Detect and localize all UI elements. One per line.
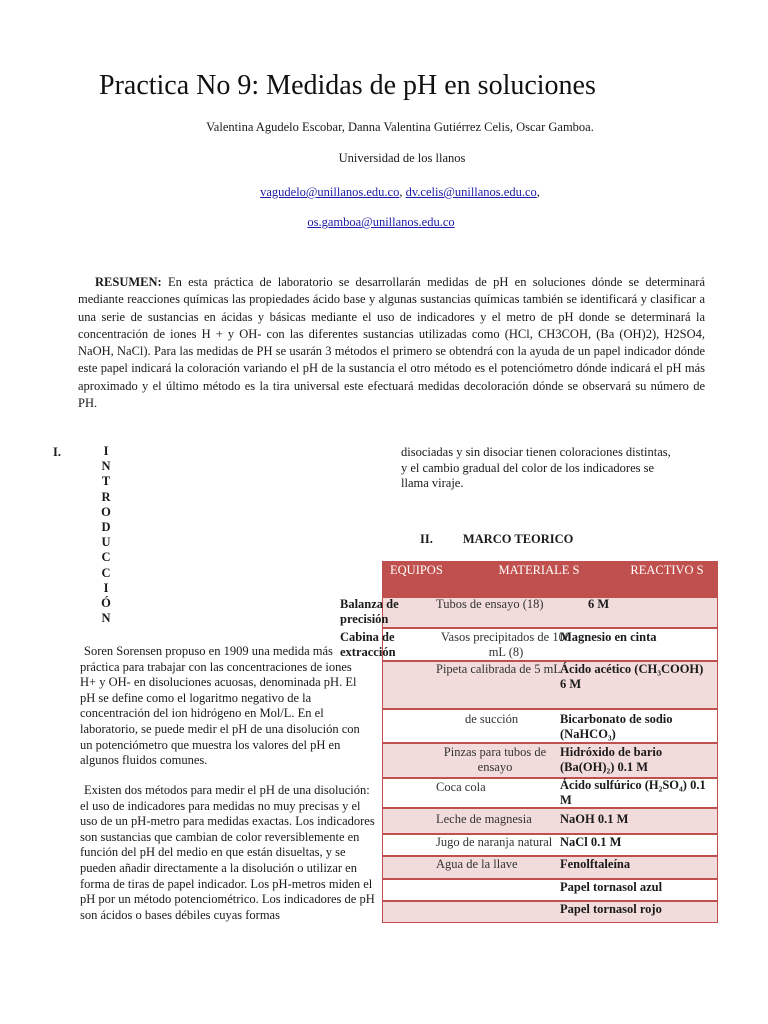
table-cell-equipo: Cabina de extracción [340, 630, 396, 659]
table-cell-material: Pinzas para tubos de ensayo [443, 745, 547, 774]
document-title: Practica No 9: Medidas de pH en soluciones [99, 70, 596, 101]
table-cell-reactivo: 6 M [588, 597, 610, 611]
section-1-title-letter: R [101, 489, 111, 504]
table-cell-reactivo: Papel tornasol azul [560, 880, 663, 894]
intro-paragraph-1: Soren Sorensen propuso en 1909 una medida más práctica para trabajar con las concentraciones de iones H+ y OH- en disoluciones acuosas, denominada pH. El pH se define como el logaritmo negativo de la concentración del ion hidrógeno en Mol/L. En el laboratorio, se puede medir el pH de una disolución con un potenciómetro que muestra los valores del pH en algunos fluidos comunes. [80, 644, 360, 768]
table-cell-reactivo: Ácido acético (CH₃COOH) 6 M [560, 662, 704, 691]
section-1-title-letter: O [101, 504, 111, 519]
abstract-text: En esta práctica de laboratorio se desarrollarán medidas de pH en soluciones dónde se determinará mediante reacciones químicas las propiedades ácido base y algunas sustancias químicas también se identificará y clasificar a una serie de sustancias en ácidas y básicas mediante el uso de indicadores y el metro de pH donde se determinará la concentración de iones H + y OH- con las diferentes sustancias utilizadas como (HCl, CH3COH, (Ba (OH)2), H2SO4, NaOH, NaCl). Para las medidas de PH se usarán 3 métodos el primero se obtendrá con la ayuda de un papel indicador dónde este papel indicará la coloración variando el pH de la sustancia el otro método es el potenciómetro dónde indicará el pH más aproximado y el último método es la tira universal este efectuará medidas decoloración dónde se observará su número de PH. [78, 275, 705, 411]
section-2-title: MARCO TEORICO [462, 532, 574, 546]
table-cell-equipo: Balanza de precisión [340, 597, 399, 626]
header-reactivos: REACTIVO S [630, 563, 704, 577]
right-column-text: disociadas y sin disociar tienen coloraciones distintas, y el cambio gradual del color de los indicadores se llama viraje. [401, 445, 671, 491]
email-line-1 [0, 185, 768, 200]
section-2-number: II. [420, 532, 433, 546]
table-cell-material: Coca cola [436, 780, 486, 794]
section-1-title-letter: D [101, 520, 111, 535]
table-cell-reactivo: Bicarbonato de sodio (NaHCO₃) [560, 712, 673, 741]
table-cell-material: Agua de la llave [436, 857, 518, 871]
table-cell-material: Leche de magnesia [436, 812, 532, 826]
table-cell-material: Vasos precipitados de 100 mL (8) [440, 630, 572, 659]
university-line [0, 151, 768, 166]
header-equipos: EQUIPOS [390, 563, 443, 577]
section-2-heading [420, 532, 573, 547]
university-text: Universidad de los llanos [338, 151, 466, 165]
email-line-2 [0, 215, 768, 230]
table-cell-reactivo: Papel tornasol rojo [560, 902, 662, 916]
email-link-dvcelis[interactable]: dv.celis@unillanos.edu.co [405, 185, 537, 199]
email-separator: , [399, 185, 406, 199]
table-cell-reactivo: NaCl 0.1 M [560, 835, 622, 849]
section-1-number: I. [53, 445, 61, 459]
section-1-title-letter: T [101, 474, 111, 489]
header-materiales: MATERIALE S [498, 563, 580, 577]
section-1-title-letter: Ó [101, 596, 111, 611]
table-cell-material: de succión [465, 712, 519, 726]
section-1-title-letter: U [101, 535, 111, 550]
table-cell-material: Pipeta calibrada de 5 mL [436, 662, 561, 676]
section-1-title-letter: C [101, 565, 111, 580]
section-1-title-letter: N [101, 459, 111, 474]
section-1-title-letter: I [103, 580, 109, 595]
table-cell-reactivo: Ácido sulfúrico (H₂SO₄) 0.1 M [560, 778, 706, 807]
table-cell-reactivo: Magnesio en cinta [560, 630, 657, 644]
authors-line [0, 120, 768, 135]
table-cell-material: Tubos de ensayo (18) [436, 597, 544, 611]
table-cell-reactivo: NaOH 0.1 M [560, 812, 629, 826]
abstract-label: RESUMEN: [95, 275, 162, 289]
table-cell-reactivo: Fenolftaleína [560, 857, 631, 871]
email-link-vagudelo[interactable]: vagudelo@unillanos.edu.co [260, 185, 400, 199]
abstract-paragraph [78, 274, 705, 412]
email-separator: , [536, 185, 540, 199]
authors-text: Valentina Agudelo Escobar, Danna Valentina Gutiérrez Celis, Oscar Gamboa. [206, 120, 594, 134]
section-1-title-letter: C [101, 550, 111, 565]
section-1-title-letter: N [101, 611, 111, 626]
table-cell-reactivo: Hidróxido de bario (Ba(OH)₂) 0.1 M [560, 745, 663, 774]
table-cell-material: Jugo de naranja natural [436, 835, 553, 849]
intro-paragraph-2: Existen dos métodos para medir el pH de una disolución: el uso de indicadores para medidas no muy precisas y el uso de un pH-metro para medidas exactas. Los indicadores son sustancias que cambian de color reversiblemente en función del pH del medio en que están disueltas, y se pueden añadir directamente a la disolución o utilizar en forma de tiras de papel indicador. Los pH-metros miden el pH por un método potenciométrico. Los indicadores de pH son ácidos o bases débiles cuyas formas [80, 783, 375, 922]
email-link-osgamboa[interactable]: os.gamboa@unillanos.edu.co [307, 215, 455, 229]
section-1-title-letter: I [103, 444, 109, 458]
section-1-title-vertical [99, 444, 113, 626]
